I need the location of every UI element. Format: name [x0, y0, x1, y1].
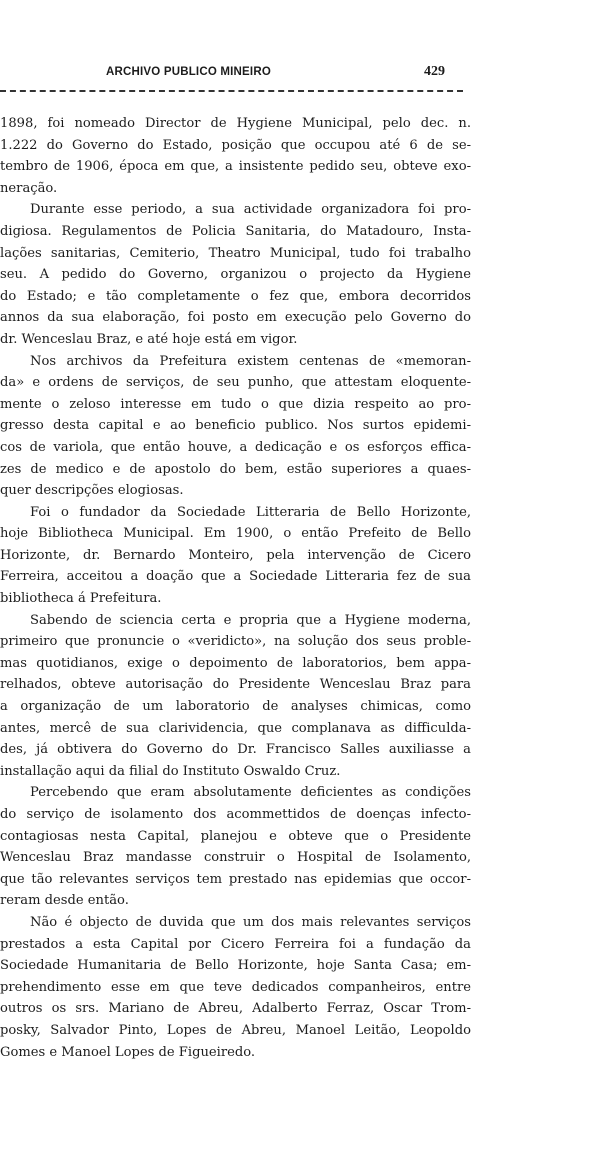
- text-line: seu. A pedido do Governo, organizou o projecto da Hygiene: [0, 267, 471, 283]
- text-line: prestados a esta Capital por Cicero Ferreira foi a fundação da: [0, 936, 471, 952]
- text-line: gresso desta capital e ao beneficio publico. Nos surtos epidemi-: [0, 418, 471, 434]
- text-line: digiosa. Regulamentos de Policia Sanitaria, do Matadouro, Insta-: [0, 223, 471, 239]
- page-header: [0, 66, 470, 86]
- text-line: a organização de um laboratorio de analyses chimicas, como: [0, 699, 471, 715]
- text-line: 1.222 do Governo do Estado, posição que occupou até 6 de se-: [0, 137, 471, 153]
- text-line: Durante esse periodo, a sua actividade organizadora foi pro-: [30, 202, 471, 218]
- text-line: prehendimento esse em que teve dedicados companheiros, entre: [0, 979, 471, 995]
- text-line: da» e ordens de serviços, de seu punho, que attestam eloquente-: [0, 375, 471, 391]
- text-line: Sociedade Humanitaria de Bello Horizonte, hoje Santa Casa; em-: [0, 958, 471, 974]
- text-line: installação aqui da filial do Instituto Oswaldo Cruz.: [0, 763, 341, 779]
- text-line: Nos archivos da Prefeitura existem centenas de «memoran-: [30, 353, 471, 369]
- text-line: neração.: [0, 180, 58, 196]
- text-line: bibliotheca á Prefeitura.: [0, 591, 162, 607]
- page-number: 429: [424, 64, 445, 79]
- text-line: Não é objecto de duvida que um dos mais relevantes serviços: [30, 914, 471, 930]
- text-line: reram desde então.: [0, 893, 129, 909]
- text-line: que tão relevantes serviços tem prestado nas epidemias que occor-: [0, 871, 471, 887]
- text-line: contagiosas nesta Capital, planejou e obteve que o Presidente: [0, 828, 471, 844]
- text-line: Foi o fundador da Sociedade Litteraria de Bello Horizonte,: [30, 504, 471, 520]
- text-line: mas quotidianos, exige o depoimento de laboratorios, bem appa-: [0, 655, 471, 671]
- text-line: Ferreira, acceitou a doação que a Sociedade Litteraria fez de sua: [0, 569, 471, 585]
- journal-title: ARCHIVO PUBLICO MINEIRO: [106, 66, 271, 78]
- text-line: relhados, obteve autorisação do Presidente Wenceslau Braz para: [0, 677, 471, 693]
- text-line: Horizonte, dr. Bernardo Monteiro, pela intervenção de Cicero: [0, 547, 471, 563]
- text-line: Wenceslau Braz mandasse construir o Hospital de Isolamento,: [0, 850, 471, 866]
- text-line: Sabendo de sciencia certa e propria que a Hygiene moderna,: [30, 612, 471, 628]
- text-line: posky, Salvador Pinto, Lopes de Abreu, Manoel Leitão, Leopoldo: [0, 1022, 471, 1038]
- text-line: mente o zeloso interesse em tudo o que dizia respeito ao pro-: [0, 396, 471, 412]
- text-line: do Estado; e tão completamente o fez que, embora decorridos: [0, 288, 471, 304]
- text-line: lações sanitarias, Cemiterio, Theatro Municipal, tudo foi trabalho: [0, 245, 471, 261]
- text-line: tembro de 1906, época em que, a insistente pedido seu, obteve exo-: [0, 159, 471, 175]
- body-text: [0, 113, 471, 1063]
- text-line: cos de variola, que então houve, a dedicação e os esforços effica-: [0, 439, 471, 455]
- text-line: annos da sua elaboração, foi posto em execução pelo Governo do: [0, 310, 471, 326]
- text-line: zes de medico e de apostolo do bem, estão superiores a quaes-: [0, 461, 471, 477]
- text-line: des, já obtivera do Governo do Dr. Francisco Salles auxiliasse a: [0, 742, 471, 758]
- text-line: Gomes e Manoel Lopes de Figueiredo.: [0, 1044, 256, 1060]
- text-line: primeiro que pronuncie o «veridicto», na solução dos seus proble-: [0, 634, 471, 650]
- text-line: antes, mercê de sua clarividencia, que complanava as difficulda-: [0, 720, 471, 736]
- text-line: do serviço de isolamento dos acommettidos de doenças infecto-: [0, 807, 471, 822]
- text-line: dr. Wenceslau Braz, e até hoje está em vigor.: [0, 331, 298, 347]
- text-line: hoje Bibliotheca Municipal. Em 1900, o então Prefeito de Bello: [0, 526, 471, 542]
- text-line: 1898, foi nomeado Director de Hygiene Municipal, pelo dec. n.: [0, 116, 471, 131]
- text-line: outros os srs. Mariano de Abreu, Adalberto Ferraz, Oscar Trom-: [0, 1001, 471, 1017]
- text-line: Percebendo que eram absolutamente deficientes as condições: [30, 785, 471, 801]
- text-line: quer descripções elogiosas.: [0, 483, 184, 499]
- header-divider: [0, 90, 463, 92]
